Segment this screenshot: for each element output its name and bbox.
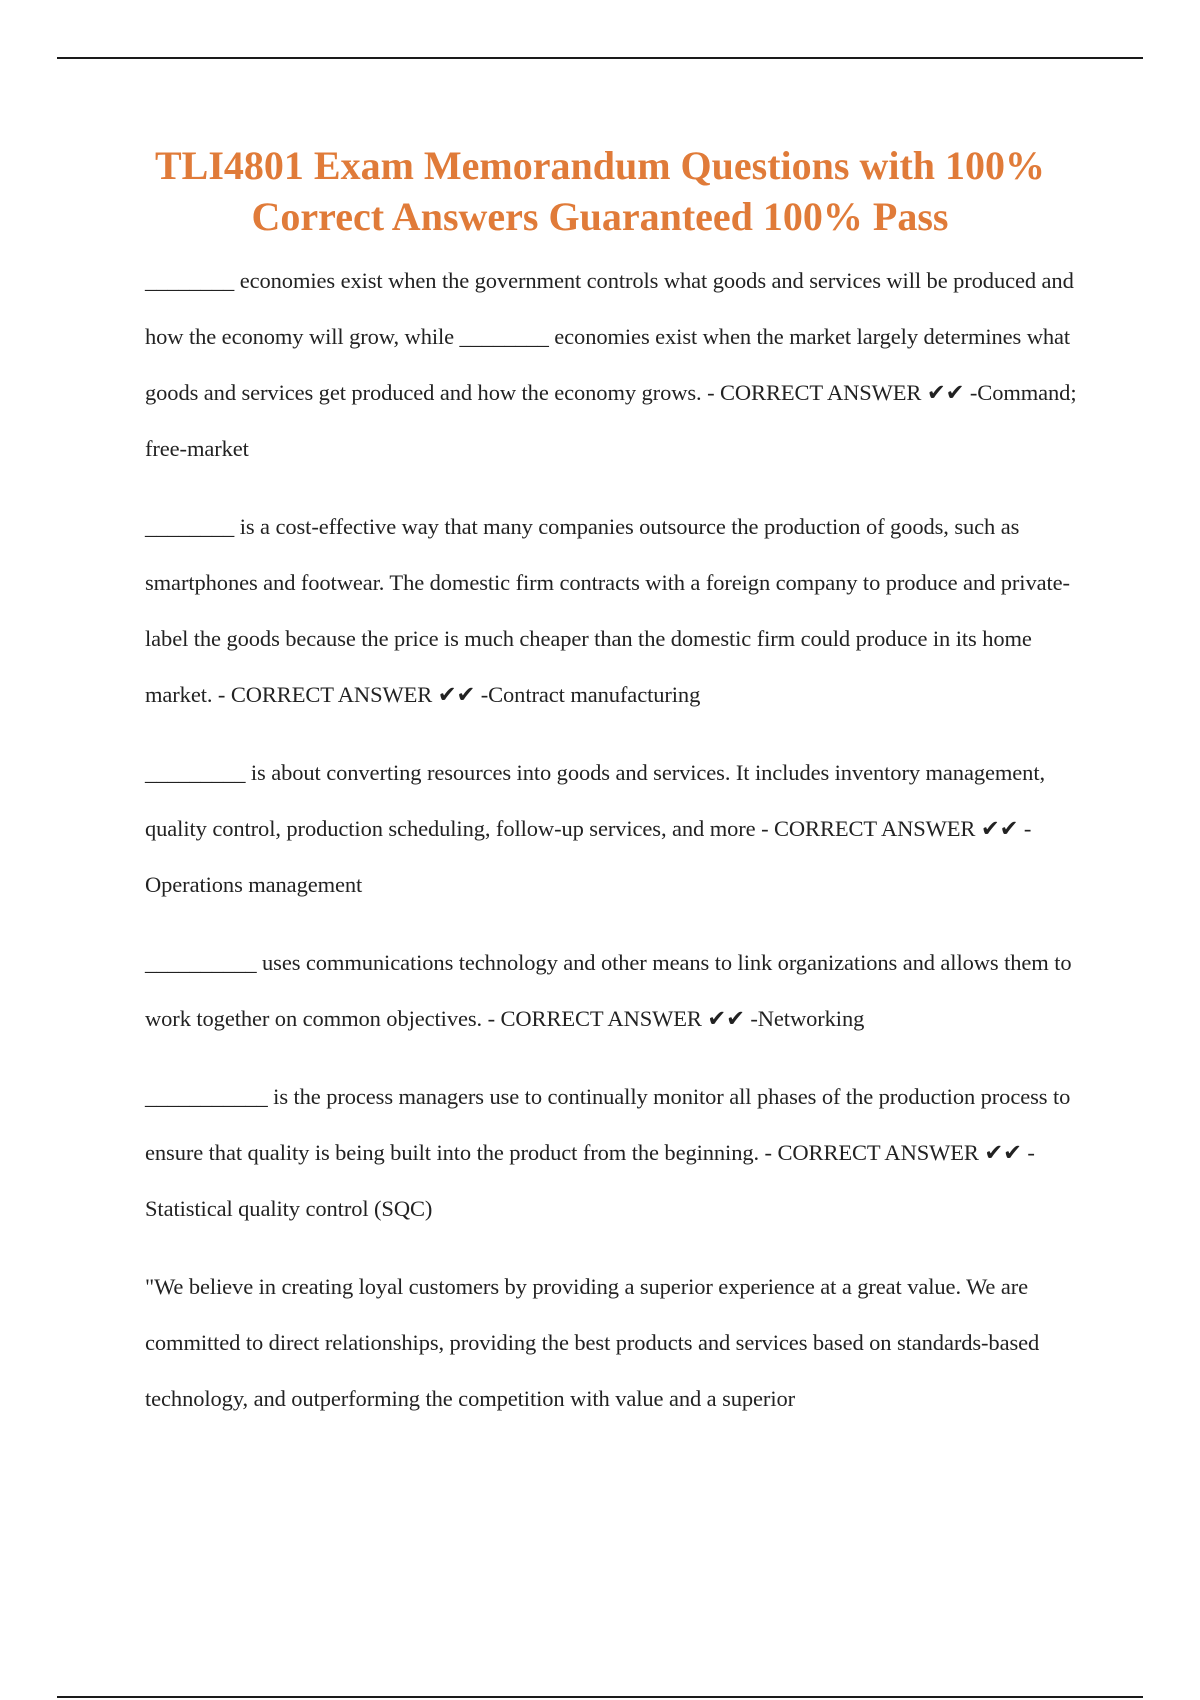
qa-item-2: ________ is a cost-effective way that many companies outsource the production of goods, such as smartphones and footwear. The domestic firm contracts with a foreign company to produce and private-label the goods because the price is much cheaper than the domestic firm could produce in its home market. - CORRECT ANSWER ✔✔ -Contract manufacturing: [145, 514, 1070, 707]
title-line-1: TLI4801 Exam Memorandum Questions with 100%: [154, 143, 1046, 188]
qa-item-1: ________ economies exist when the government controls what goods and services will be produced and how the economy will grow, while ________ economies exist when the market largely determines what goods and services get produced and how the economy grows. - CORRECT ANSWER ✔✔ -Command; free-market: [145, 268, 1077, 461]
qa-item-5: ___________ is the process managers use to continually monitor all phases of the production process to ensure that quality is being built into the product from the beginning. - CORRECT ANSWER ✔✔ -Statistical quality control (SQC): [145, 1084, 1071, 1221]
title-line-2: Correct Answers Guaranteed 100% Pass: [251, 194, 949, 239]
qa-item-6: "We believe in creating loyal customers by providing a superior experience at a great value. We are committed to direct relationships, providing the best products and services based on standards-based technology, and outperforming the competition with value and a superior: [145, 1274, 1040, 1411]
header-rule: [57, 57, 1143, 59]
document-body: [145, 253, 1080, 1449]
document-title: [100, 140, 1100, 242]
qa-item-4: __________ uses communications technology and other means to link organizations and allows them to work together on common objectives. - CORRECT ANSWER ✔✔ -Networking: [145, 950, 1072, 1031]
footer-rule: [57, 1696, 1143, 1698]
qa-item-3: _________ is about converting resources into goods and services. It includes inventory management, quality control, production scheduling, follow-up services, and more - CORRECT ANSWER ✔✔ -Operations management: [145, 760, 1045, 897]
